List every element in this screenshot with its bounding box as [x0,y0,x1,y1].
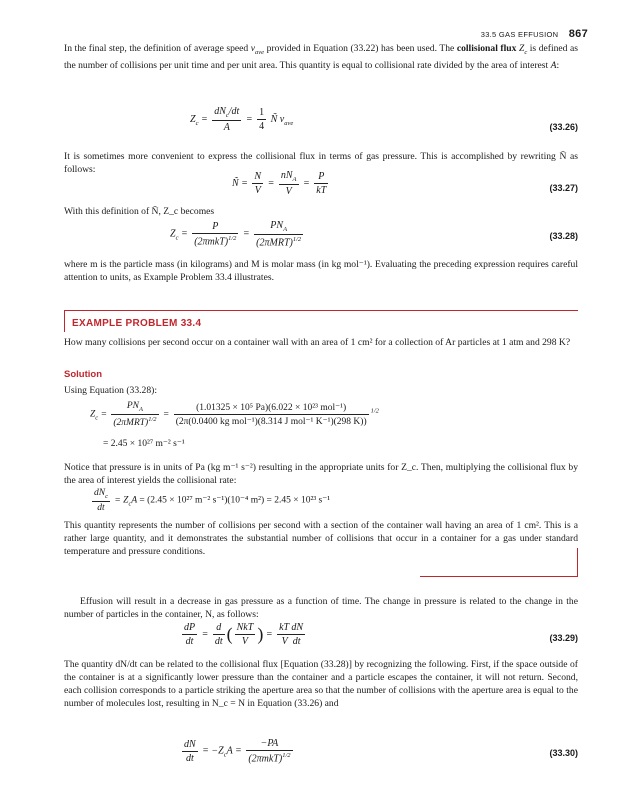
equation-33-28: $Z_c$ = $\frac{P}{(2\pi mkT)^{1/2}}$ = $\frac{PN_A}{(2\pi MRT)^{1/2}}$ [170,220,302,249]
equation-number: (33.28) [549,231,578,241]
equation-number: (33.26) [549,122,578,132]
solution-label: Solution [64,369,102,380]
equation-number: (33.30) [549,748,578,758]
example-right-bar [577,548,578,576]
page-number: 867 [568,28,588,40]
paragraph-1: In the final step, the definition of average speed $\nu_{ave}$ provided in Equation (33.22) has been used. The collisional flux $Z_c$ is defined as the number of collisions per unit time and per unit area. This quantity is equal to collisional rate divided by the area of interest A: [64,43,579,71]
computation-denominator: (2π(0.0400 kg mol⁻¹)(8.314 J mol⁻¹ K⁻¹)(298 K)) [175,417,367,428]
example-computation: $Z_c$ = $\frac{PN_A}{(2\pi MRT)^{1/2}}$ = $\frac{\text{(1.01325 × 10⁵ Pa)(6.022 × 10²³ mol⁻¹)}}{\text{(2π(0.0400 kg mol⁻¹)(8.314 J mol⁻¹ K⁻¹)(298 K))}}$ $^{1/2}$ [90,401,379,429]
using-equation: Using Equation (33.28): [64,385,157,396]
computation-numerator: (1.01325 × 10⁵ Pa)(6.022 × 10²³ mol⁻¹) [174,402,369,415]
example-left-bar [64,310,65,332]
equation-33-27: Ñ = $\frac{N}{V}$ = $\frac{nN_A}{V}$ = $\frac{P}{kT}$ [232,170,327,197]
running-header [481,28,588,40]
equation-number: (33.29) [549,633,578,643]
term-collisional-flux: collisional flux [456,43,517,54]
paragraph-2: It is sometimes more convenient to express the collisional flux in terms of gas pressure. This is accomplished by rewriting Ñ as follows: [64,151,578,175]
equation-33-29: $\frac{dP}{dt}$ = $\frac{d}{dt}$ ( $\frac{\text{NkT}}{V}$ ) = $\frac{\text{kT dN}}{\text{V dt}}$ [184,622,304,647]
example-title: EXAMPLE PROBLEM 33.4 [72,318,202,329]
rate-result: = (2.45 × 10²⁷ m⁻² s⁻¹)(10⁻⁴ m²) = 2.45 × 10²³ s⁻¹ [139,495,331,506]
example-top-rule [64,310,578,311]
example-conclusion: This quantity represents the number of collisions per second with a section of the container wall having an area of 1 cm². This is a rather large quantity, and it demonstrates the substantial number of collisions that occur in a container for a gas under standard temperature and pressure conditions. [64,520,578,557]
collisional-rate-equation: $\frac{dN_c}{dt}$ = $Z_cA = (2.45 \times 10^{27}$ m⁻² s⁻¹)(10⁻⁴ m²) = 2.45 × 10²³ s⁻¹ [94,488,331,513]
example-notice: Notice that pressure is in units of Pa (kg m⁻¹ s⁻²) resulting in the appropriate units for Z_c. Then, multiplying the collisional flux by the area of interest yields the collisional rate: [64,462,578,486]
paragraph-4: where m is the particle mass (in kilograms) and M is molar mass (in kg mol⁻¹). Evaluating the preceding expression requires careful attention to units, as Example Problem 33.4 illustrates. [64,259,578,283]
paragraph-3: With this definition of Ñ, Z_c becomes [64,206,215,217]
section-title: 33.5 GAS EFFUSION [480,30,559,39]
example-bottom-rule [420,576,578,577]
computation-result: = 2.45 × 10²⁷ m⁻² s⁻¹ [103,439,185,449]
equation-33-26: $Z_c$ = $\frac{dN_c/dt}{A}$ = $\frac{1}{4}$ Ñ $\nu_{ave}$ [190,106,294,133]
paragraph-6: The quantity dN/dt can be related to the collisional flux [Equation (33.28)] by recognizing the following. First, if the space outside of the container is at a significantly lower pressure than the container and a particle escapes the container, it will not return. Second, each collision corresponds to a particle striking the aperture area so that the number of collisions with the aperture area is equal to the number of molecules lost, resulting in N_c = N in Equation (33.26) and [64,659,578,709]
equation-number: (33.27) [549,183,578,193]
example-question: How many collisions per second occur on a container wall with an area of 1 cm² for a collection of Ar particles at 1 atm and 298 K? [64,337,571,348]
paragraph-5: Effusion will result in a decrease in gas pressure as a function of time. The change in pressure is related to the change in the number of particles in the container, N, as follows: [64,596,578,620]
equation-33-30: $\frac{dN}{dt}$ = $-Z_cA$ = $\frac{-PA}{(2\pi mkT)^{1/2}}$ [184,738,291,765]
